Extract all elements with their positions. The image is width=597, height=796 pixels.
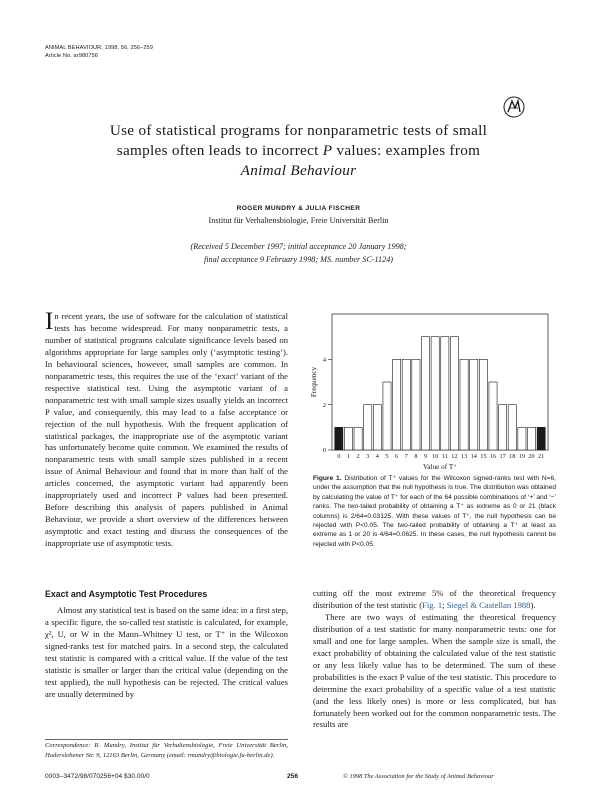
bar [354, 427, 362, 450]
page-number: 256 [287, 773, 299, 780]
bar [431, 337, 439, 450]
article-title [40, 121, 557, 181]
x-tick-label: 18 [509, 453, 516, 460]
section-heading: Exact and Asymptotic Test Procedures [45, 589, 208, 599]
footnote-divider [45, 739, 288, 740]
x-tick-label: 2 [356, 453, 360, 460]
x-tick-label: 19 [518, 453, 526, 460]
x-tick-label: 3 [366, 453, 370, 460]
article-number: Article No. ar980756 [45, 53, 98, 59]
title-line-2-suffix: values: examples from [332, 142, 481, 159]
journal-header [45, 44, 153, 60]
drop-cap: I [45, 308, 54, 335]
x-tick-label: 16 [489, 453, 497, 460]
right-p1-sep: ; [442, 599, 447, 610]
bar [402, 359, 410, 450]
y-tick-label: 4 [322, 356, 326, 364]
authors: ROGER MUNDRY & JULIA FISCHER [236, 205, 361, 212]
title-line-2-prefix: samples often leads to incorrect [116, 142, 323, 159]
affiliation: Institut für Verhaltensbiologie, Freie Universität Berlin [208, 216, 389, 225]
x-tick-label: 4 [375, 453, 379, 460]
caption-label: Figure 1. [313, 475, 342, 482]
bar [421, 337, 429, 450]
y-tick-label: 0 [322, 447, 326, 455]
x-tick-label: 10 [432, 453, 439, 460]
journal-line: ANIMAL BEHAVIOUR, 1998, 56, 256–259 [45, 45, 153, 51]
received-dates [40, 240, 557, 266]
publisher-logo-icon [503, 96, 525, 118]
figure-1-chart [310, 306, 563, 474]
bar [364, 405, 372, 450]
bar [489, 382, 497, 450]
received-line-2: final acceptance 9 February 1998; MS. number SC-1124) [203, 255, 394, 264]
x-tick-label: 17 [499, 453, 506, 460]
right-column-text [313, 588, 556, 731]
bar [499, 405, 507, 450]
section-text: Almost any statistical test is based on the same idea: in a first step, a specific figure, the so-called test statistic is calculated, for example, χ², U, or W in the Mann–Whitney U test, or T⁺ in the Wilcoxon signed-ranks test for matched pairs. In a second step, the calculated test statistic is compared with a critical value. If the value of the test statistic is smaller or larger than the critical value (depending on the test applied), the null hypothesis can be rejected. The critical values are usually determined by [45, 605, 288, 699]
figure-caption [313, 474, 556, 549]
x-tick-label: 1 [346, 453, 351, 460]
x-tick-label: 15 [480, 453, 487, 460]
bar [441, 337, 449, 450]
x-tick-label: 0 [337, 453, 341, 460]
right-paragraph-1 [313, 588, 556, 612]
siegel-castellan-link[interactable]: Siegel & Castellan 1988 [446, 599, 531, 610]
section-paragraph [45, 605, 288, 701]
bar [383, 382, 391, 450]
title-line-3 [40, 161, 557, 181]
bar [470, 359, 478, 450]
title-line-2 [40, 141, 557, 161]
x-tick-label: 9 [423, 453, 428, 460]
bar [527, 427, 535, 450]
intro-text: n recent years, the use of software for the calculation of statistical tests has become widespread. For many nonparametric tests, a number of statistical programs calculate significance levels based on algorithms appropriate for large samples only (‘asymptotic testing’). In behavioural sciences, however, small samples are common. In nonparametric tests, this requires the use of the ‘exact’ variant of the respective statistical test. Using the asymptotic variant of a nonparametric test with small sample sizes usually yields an incorrect P value, and consequently, this may lead to a false acceptance or rejection of the null hypothesis. With the frequent application of statistical packages, the inappropriate use of the asymptotic variant has unfortunately become quite common. We examined the results of nonparametric tests with small sample sizes published in a recent issue of Animal Behaviour and found that in more than half of the articles concerned, the asymptotic variant had apparently been inappropriately used and incorrect P values had been presented. Before describing this analysis of papers published in Animal Behaviour, we provide a short overview of the differences between asymptotic and exact testing and discuss the consequences of the inappropriate use of asymptotic tests. [45, 311, 288, 549]
right-p1-end: ). [530, 599, 536, 610]
x-tick-label: 11 [441, 453, 448, 460]
bar [344, 427, 352, 450]
right-paragraph-2: There are two ways of estimating the theoretical frequency distribution of a test statistic for many nonparametric tests: one for small and one for large samples. When the sample size is small, the exact probability of obtaining the calculated value of the test statistic or any less likely value has to be determined. The sum of these probabilities is the exact P value of the test statistic. This procedure to determine the exact probability of a specific value of a test statistic (and the less likely ones) is more or less complicated, but has fortunately been worked out for the common nonparametric tests. The results are [313, 611, 556, 730]
figure-1-link[interactable]: Fig. 1 [422, 599, 443, 610]
intro-paragraph [45, 308, 288, 550]
x-tick-label: 12 [451, 453, 458, 460]
title-line-2-italic: P [322, 142, 333, 159]
correspondence-note: Correspondence: R. Mundry, Institut für Verhaltensbiologie, Freie Universität Berlin, Haderslebener Str. 9, 12163 Berlin, Germany (email: rmundry@biologie.fu-berlin.de). [45, 742, 288, 759]
received-line-1: (Received 5 December 1997; initial acceptance 20 January 1998; [190, 242, 407, 251]
bar [479, 359, 487, 450]
title-journal-name: Animal Behaviour [240, 162, 357, 179]
x-tick-label: 13 [460, 453, 468, 460]
bar [508, 405, 516, 450]
chart-bars [335, 337, 546, 450]
y-tick-label: 2 [322, 401, 326, 409]
bar [335, 427, 343, 450]
x-tick-label: 20 [528, 453, 535, 460]
x-axis-label: Value of T⁺ [423, 463, 457, 471]
x-tick-label: 8 [414, 453, 418, 460]
bar [393, 359, 401, 450]
x-tick-label: 5 [385, 453, 389, 460]
x-tick-label: 6 [395, 453, 399, 460]
x-tick-label: 14 [470, 453, 477, 460]
x-tick-label: 21 [538, 453, 545, 460]
right-p1-text: cutting off the most extreme 5% of the theoretical frequency distribution of the test statistic ( [313, 588, 556, 610]
bar [537, 427, 545, 450]
title-line-1: Use of statistical programs for nonparametric tests of small [109, 122, 488, 139]
footer-copyright: © 1998 The Association for the Study of Animal Behaviour [343, 773, 494, 780]
bar [450, 337, 458, 450]
x-tick-label: 7 [404, 453, 408, 460]
bar [460, 359, 468, 450]
footer-issn: 0003–3472/98/070256+04 $30.00/0 [45, 773, 150, 780]
caption-text: Distribution of T⁺ values for the Wilcoxon signed-ranks test with N=6, under the assumption that the null hypothesis is true. The distribution was obtained by calculating the value of T⁺ for each of the 64 possible combinations of ‘+’ and ‘−’ ranks. The two-tailed probability of obtaining a T⁺ as extreme as 0 or 21 (black columns) is 2/64=0.03125. With these values of T⁺, the null hypothesis can be rejected with P<0.05. The two-tailed probability of obtaining a T⁺ at least as extreme as 1 or 20 is 4/64=0.0625. In these cases, the null hypothesis cannot be rejected with P<0.05. [313, 475, 556, 548]
bar [373, 405, 381, 450]
y-axis-label: Frequency [310, 366, 318, 398]
bar [412, 359, 420, 450]
bar [518, 427, 526, 450]
